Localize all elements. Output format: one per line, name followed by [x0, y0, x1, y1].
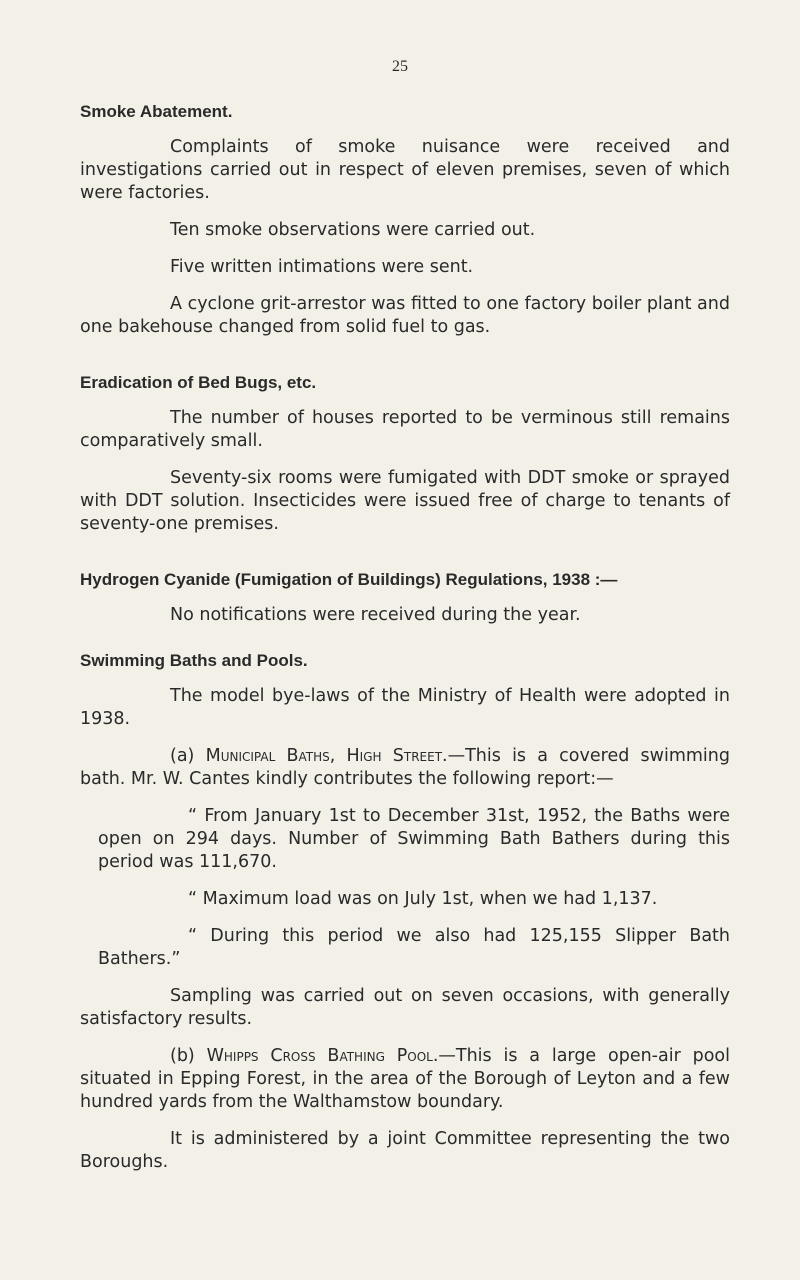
- paragraph-municipal-baths: [80, 745, 730, 791]
- paragraph: Complaints of smoke nuisance were received and investigations carried out in respect of eleven premises, seven of which were factories.: [80, 137, 730, 203]
- paragraph: Sampling was carried out on seven occasions, with generally satisfactory results.: [80, 986, 730, 1029]
- item-title: Municipal Baths, High Street.: [205, 746, 448, 766]
- paragraph: Five written intimations were sent.: [170, 257, 474, 277]
- item-text: —This is a large open-air pool situated in Epping Forest, in the area of the Borough of Leyton and a few hundred yards from the Walthamstow boundary.: [80, 1046, 730, 1112]
- paragraph: Ten smoke observations were carried out.: [170, 220, 536, 240]
- quote-paragraph: “ From January 1st to December 31st, 1952, the Baths were open on 294 days. Number of Swimming Bath Bathers during this period was 111,670.: [98, 806, 730, 872]
- paragraph-whipps-cross: [80, 1045, 730, 1114]
- item-marker: (a): [170, 746, 195, 766]
- heading-bed-bugs: Eradication of Bed Bugs, etc.: [80, 373, 317, 392]
- paragraph: The number of houses reported to be verminous still remains comparatively small.: [80, 408, 730, 451]
- paragraph: No notifications were received during the year.: [170, 605, 581, 625]
- heading-hydrogen-cyanide: Hydrogen Cyanide (Fumigation of Buildings) Regulations, 1938 :—: [80, 570, 618, 589]
- quote-paragraph: “ During this period we also had 125,155 Slipper Bath Bathers.”: [98, 926, 730, 969]
- paragraph: A cyclone grit-arrestor was fitted to one factory boiler plant and one bakehouse changed from solid fuel to gas.: [80, 294, 730, 337]
- heading-smoke-abatement: Smoke Abatement.: [80, 102, 233, 121]
- quote-paragraph: “ Maximum load was on July 1st, when we had 1,137.: [188, 889, 658, 909]
- page-content: [80, 102, 730, 1188]
- item-marker: (b): [170, 1046, 195, 1066]
- item-text: —This is a covered swimming bath. Mr. W. Cantes kindly contributes the following report:—: [80, 746, 730, 789]
- paragraph: It is administered by a joint Committee representing the two Boroughs.: [80, 1129, 730, 1172]
- item-title: Whipps Cross Bathing Pool.: [206, 1046, 439, 1066]
- page-number: 25: [392, 58, 408, 75]
- paragraph: The model bye-laws of the Ministry of Health were adopted in 1938.: [80, 686, 730, 729]
- heading-swimming-baths: Swimming Baths and Pools.: [80, 651, 308, 670]
- paragraph: Seventy-six rooms were fumigated with DDT smoke or sprayed with DDT solution. Insecticides were issued free of charge to tenants of seventy-one premises.: [80, 468, 730, 534]
